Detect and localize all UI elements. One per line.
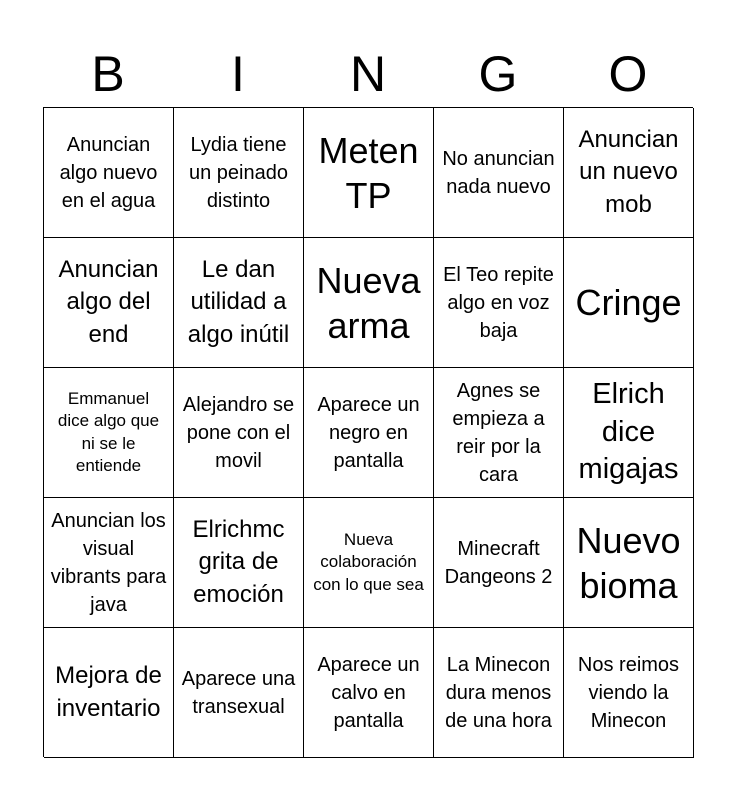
- bingo-cell[interactable]: [304, 368, 434, 498]
- cell-text: Emmanuel dice algo que ni se le entiende: [57, 389, 160, 475]
- bingo-cell[interactable]: [434, 368, 564, 498]
- cell-text: Nueva arma: [316, 259, 421, 346]
- cell-text: El Teo repite algo en voz baja: [443, 263, 554, 342]
- cell-text: Aparece un negro en pantalla: [317, 393, 420, 472]
- cell-text: Mejora de inventario: [55, 662, 162, 722]
- cell-text: Nos reimos viendo la Minecon: [577, 653, 680, 732]
- cell-text: Meten TP: [318, 129, 419, 216]
- bingo-cell[interactable]: [434, 108, 564, 238]
- bingo-cell[interactable]: [304, 238, 434, 368]
- cell-text: Cringe: [575, 282, 682, 323]
- cell-text: La Minecon dura menos de una hora: [445, 653, 552, 732]
- header-letter-n: N: [349, 46, 387, 102]
- bingo-cell[interactable]: [174, 498, 304, 628]
- cell-text: Le dan utilidad a algo inútil: [187, 255, 290, 348]
- bingo-cell[interactable]: [44, 108, 174, 238]
- cell-text: Elrichmc grita de emoción: [192, 515, 285, 608]
- cell-text: Aparece un calvo en pantalla: [317, 653, 420, 732]
- cell-text: Elrich dice migajas: [578, 377, 679, 486]
- cell-text: Anuncian algo nuevo en el agua: [59, 133, 158, 212]
- bingo-cell[interactable]: [304, 498, 434, 628]
- bingo-cell[interactable]: [174, 108, 304, 238]
- cell-text: Lydia tiene un peinado distinto: [189, 133, 288, 212]
- cell-text: Anuncian un nuevo mob: [578, 125, 679, 218]
- bingo-cell[interactable]: [304, 108, 434, 238]
- bingo-grid: [43, 107, 693, 757]
- cell-text: Agnes se empieza a reir por la cara: [452, 379, 545, 486]
- cell-text: Nuevo bioma: [576, 519, 681, 606]
- header-letter-b: B: [91, 46, 125, 102]
- cell-text: Anuncian algo del end: [58, 255, 159, 348]
- bingo-cell[interactable]: [564, 628, 694, 758]
- bingo-cell[interactable]: [44, 628, 174, 758]
- bingo-cell[interactable]: [44, 238, 174, 368]
- bingo-cell[interactable]: [564, 498, 694, 628]
- bingo-cell[interactable]: [44, 498, 174, 628]
- bingo-cell[interactable]: [434, 498, 564, 628]
- cell-text: No anuncian nada nuevo: [442, 147, 555, 198]
- bingo-header: [43, 44, 693, 104]
- header-letter-o: O: [608, 46, 648, 102]
- bingo-cell[interactable]: [44, 368, 174, 498]
- bingo-cell[interactable]: [564, 238, 694, 368]
- cell-text: Nueva colaboración con lo que sea: [313, 530, 424, 594]
- cell-text: Aparece una transexual: [181, 667, 296, 718]
- cell-text: Minecraft Dangeons 2: [444, 537, 553, 588]
- header-letter-g: G: [478, 46, 518, 102]
- header-letter-i: I: [231, 46, 245, 102]
- bingo-cell[interactable]: [304, 628, 434, 758]
- bingo-cell[interactable]: [174, 368, 304, 498]
- cell-text: Alejandro se pone con el movil: [182, 393, 295, 472]
- bingo-cell[interactable]: [434, 238, 564, 368]
- bingo-cell[interactable]: [174, 628, 304, 758]
- bingo-cell[interactable]: [564, 108, 694, 238]
- bingo-cell[interactable]: [564, 368, 694, 498]
- bingo-cell[interactable]: [174, 238, 304, 368]
- cell-text: Anuncian los visual vibrants para java: [50, 509, 167, 616]
- bingo-cell[interactable]: [434, 628, 564, 758]
